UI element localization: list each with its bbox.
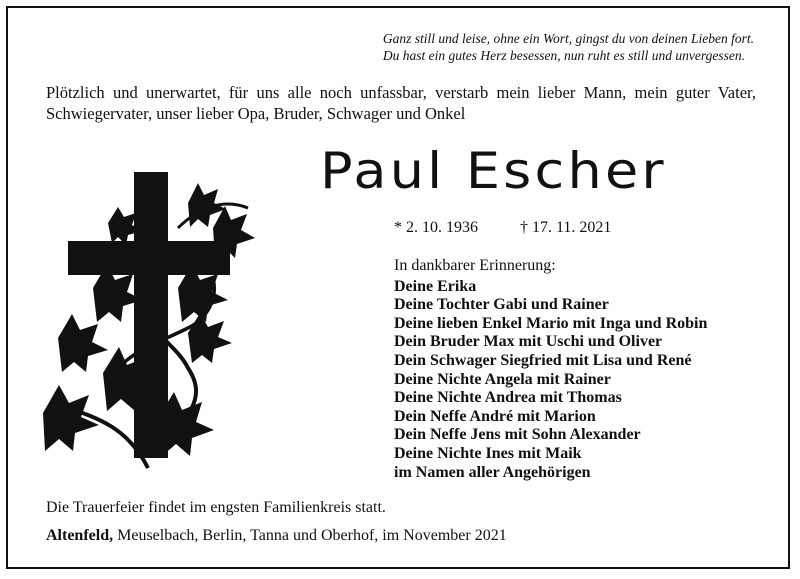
deceased-name: Paul Escher — [320, 142, 667, 200]
place-rest: Meuselbach, Berlin, Tanna und Oberhof, im November 2021 — [113, 527, 507, 544]
place-main: Altenfeld, — [46, 527, 114, 544]
mourners-list — [394, 257, 707, 482]
motto-line-2: Du hast ein gutes Herz besessen, nun ruht es still und unvergessen. — [382, 48, 745, 63]
mourner-line: Dein Bruder Max mit Uschi und Oliver — [394, 333, 663, 351]
cross-with-ivy-icon — [38, 168, 260, 474]
mourner-line: Dein Schwager Siegfried mit Lisa und René — [394, 351, 692, 369]
mourner-line: Deine Tochter Gabi und Rainer — [394, 296, 609, 314]
funeral-service-note: Die Trauerfeier findet im engsten Familienkreis statt. — [46, 499, 386, 516]
motto-verse — [383, 30, 754, 64]
mourner-line: Deine Nichte Andrea mit Thomas — [394, 389, 622, 407]
mourner-line: im Namen aller Angehörigen — [394, 463, 591, 481]
mourner-line: Deine lieben Enkel Mario mit Inga und Robin — [394, 314, 708, 332]
mourner-line: Dein Neffe André mit Marion — [394, 407, 596, 425]
mourner-line: Dein Neffe Jens mit Sohn Alexander — [394, 426, 641, 444]
intro-text: Plötzlich und unerwartet, für uns alle noch unfassbar, verstarb mein lieber Mann, mein guter Vater, Schwiegervater, unser lieber Opa, Bruder, Schwager und Onkel — [46, 83, 756, 123]
place-date-line — [46, 527, 507, 545]
life-dates — [394, 219, 611, 237]
motto-line-1: Ganz still und leise, ohne ein Wort, gingst du von deinen Lieben fort. — [382, 31, 754, 46]
birth-date: * 2. 10. 1936 — [394, 219, 478, 236]
mourner-line: Deine Nichte Ines mit Maik — [394, 444, 582, 462]
death-date: † 17. 11. 2021 — [520, 219, 612, 236]
mourners-lead: In dankbarer Erinnerung: — [394, 257, 556, 274]
mourner-line: Deine Erika — [394, 277, 477, 295]
mourner-line: Deine Nichte Angela mit Rainer — [394, 370, 611, 388]
